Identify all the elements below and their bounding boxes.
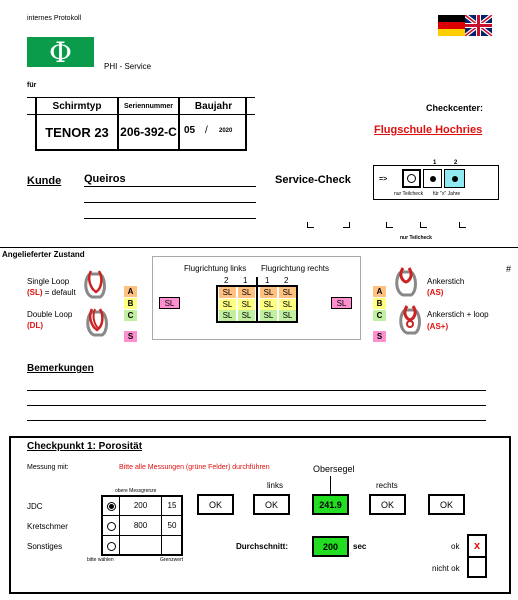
date-slash: / — [205, 125, 208, 136]
sl-cell[interactable]: SL — [260, 287, 277, 298]
method-kretschmer: Kretschmer — [27, 522, 68, 531]
glider-year[interactable]: 2020 — [219, 128, 233, 134]
glider-month[interactable]: 05 — [184, 125, 196, 136]
single-loop-label: Single Loop — [27, 277, 70, 286]
checkcenter-name[interactable]: Flugschule Hochries — [374, 124, 483, 136]
letter-a-left: A — [124, 286, 137, 297]
col-left-1: 1 — [243, 276, 248, 285]
sl-cell[interactable]: SL — [260, 299, 277, 310]
glider-type[interactable]: TENOR 23 — [45, 124, 109, 140]
measure-with-label: Messung mit: — [27, 464, 69, 471]
radio-empty-icon — [107, 542, 116, 551]
language-flag-icon[interactable] — [438, 15, 492, 36]
average-label: Durchschnitt: — [236, 542, 288, 551]
letter-b-left: B — [124, 298, 137, 309]
checkcenter-label: Checkcenter: — [426, 103, 484, 113]
col-left-2: 2 — [224, 276, 229, 285]
not-ok-label: nicht ok — [432, 564, 460, 573]
customer-line-3[interactable] — [84, 218, 256, 219]
ok-button-5[interactable]: OK — [428, 494, 465, 515]
sl-cell[interactable]: SL — [238, 310, 255, 321]
ok-button-4[interactable]: OK — [369, 494, 406, 515]
radio-empty-icon — [407, 174, 416, 183]
measured-value[interactable]: 241.9 — [312, 494, 349, 515]
sl-cell[interactable]: SL — [219, 287, 236, 298]
ok-button-2[interactable]: OK — [253, 494, 290, 515]
limit-value-label: Grenzwert — [160, 557, 184, 563]
porosity-title: Checkpunkt 1: Porosität — [27, 441, 143, 452]
fuer-label: für — [27, 82, 37, 89]
ankerstich-loop-label: Ankerstich + loop — [427, 310, 489, 319]
ankerstich-label: Ankerstich — [427, 277, 465, 286]
sl-cell[interactable]: SL — [238, 299, 255, 310]
radio-selected-icon — [107, 502, 116, 511]
intern-label: internes Protokoll — [27, 15, 82, 22]
sl-cell[interactable]: SL — [219, 299, 236, 310]
method-jdc: JDC — [27, 502, 43, 511]
col-right-2: 2 — [284, 276, 289, 285]
remarks-line-1[interactable] — [27, 390, 486, 391]
single-loop-abbr: (SL) — [27, 288, 43, 297]
col-right-1: 1 — [265, 276, 270, 285]
instruction-text: Bitte alle Messungen (grüne Felder) durchführen — [119, 464, 270, 471]
letter-c-right: C — [373, 310, 386, 321]
customer-line-2[interactable] — [84, 202, 256, 203]
direction-left-label: Flugrichtung links — [184, 264, 247, 273]
left-label: links — [267, 481, 284, 490]
kretschmer-limit-value: 800 — [133, 521, 148, 530]
double-loop-abbr: (DL) — [27, 321, 43, 330]
col-schirmtyp: Schirmtyp — [52, 100, 102, 112]
glider-serial[interactable]: 206-392-C — [120, 125, 177, 139]
ankerstich-loop-abbr: (AS+) — [427, 322, 449, 331]
partial-check-box[interactable] — [402, 169, 421, 188]
sl-right-marker[interactable]: SL — [331, 297, 352, 309]
sl-left-marker[interactable]: SL — [159, 297, 180, 309]
customer-label: Kunde — [27, 175, 62, 187]
ankerstich-abbr: (AS) — [427, 288, 444, 297]
double-loop-carabiner-icon — [84, 306, 110, 338]
ok-label: ok — [451, 542, 460, 551]
ankerstich-loop-carabiner-icon — [397, 304, 423, 336]
letter-c-left: C — [124, 310, 137, 321]
col-baujahr: Baujahr — [194, 100, 233, 112]
radio-jdc[interactable] — [103, 498, 119, 514]
remarks-line-3[interactable] — [27, 420, 486, 421]
arrow-label: => — [379, 176, 388, 183]
ok-button-1[interactable]: OK — [197, 494, 234, 515]
remarks-line-2[interactable] — [27, 405, 486, 406]
delivered-title: Angelieferter Zustand — [2, 250, 85, 259]
letter-b-right: B — [373, 298, 386, 309]
hash-mark: # — [506, 264, 512, 274]
sl-cell[interactable]: SL — [279, 299, 296, 310]
partial-below-label: nur Teilcheck — [400, 235, 432, 241]
jdc-threshold: 15 — [167, 501, 177, 510]
average-value[interactable]: 200 — [312, 536, 349, 557]
ok-checkbox[interactable]: x — [473, 540, 481, 552]
radio-kretschmer[interactable] — [103, 518, 119, 534]
phi-logo: Φ — [27, 37, 94, 67]
radio-filled-icon — [452, 176, 458, 182]
direction-right-label: Flugrichtung rechts — [261, 264, 330, 273]
check-2-box[interactable] — [444, 169, 465, 188]
letter-s-left: S — [124, 331, 137, 342]
unit-label: sec — [353, 542, 367, 551]
service-check-label: Service-Check — [275, 174, 351, 186]
sl-cell[interactable]: SL — [238, 287, 255, 298]
upper-limit-label: obere Messgrenze — [115, 488, 157, 494]
single-loop-carabiner-icon — [82, 268, 108, 300]
customer-name[interactable]: Queiros — [84, 173, 126, 185]
col-seriennummer: Seriennummer — [123, 102, 174, 110]
radio-filled-icon — [430, 176, 436, 182]
sl-cell[interactable]: SL — [219, 310, 236, 321]
customer-line-1[interactable] — [84, 186, 256, 187]
right-label: rechts — [376, 481, 398, 490]
sl-cell[interactable]: SL — [279, 287, 296, 298]
not-ok-checkbox[interactable] — [469, 558, 485, 576]
remarks-label: Bemerkungen — [27, 363, 94, 374]
ankerstich-carabiner-icon — [393, 266, 419, 298]
check-1-box[interactable] — [423, 169, 442, 188]
sl-cell[interactable]: SL — [279, 310, 296, 321]
sl-cell[interactable]: SL — [260, 310, 277, 321]
service-name: PHI - Service — [104, 62, 152, 71]
kretschmer-threshold: 50 — [167, 521, 177, 530]
method-sonstiges: Sonstiges — [27, 542, 63, 551]
letter-s-right: S — [373, 331, 386, 342]
letter-a-right: A — [373, 286, 386, 297]
num-1: 1 — [433, 160, 437, 166]
radio-sonstiges[interactable] — [103, 538, 119, 554]
radio-empty-icon — [107, 522, 116, 531]
years-label: für "x" Jahre — [433, 191, 461, 197]
uk-flag-icon — [465, 15, 492, 36]
upper-sail-label: Obersegel — [313, 464, 355, 474]
jdc-limit-value: 200 — [133, 501, 148, 510]
num-2: 2 — [454, 160, 458, 166]
single-loop-default: = default — [42, 288, 76, 297]
double-loop-label: Double Loop — [27, 310, 73, 319]
please-select-label: bitte wählen — [87, 557, 114, 563]
partial-label: nur Teilcheck — [394, 191, 424, 197]
